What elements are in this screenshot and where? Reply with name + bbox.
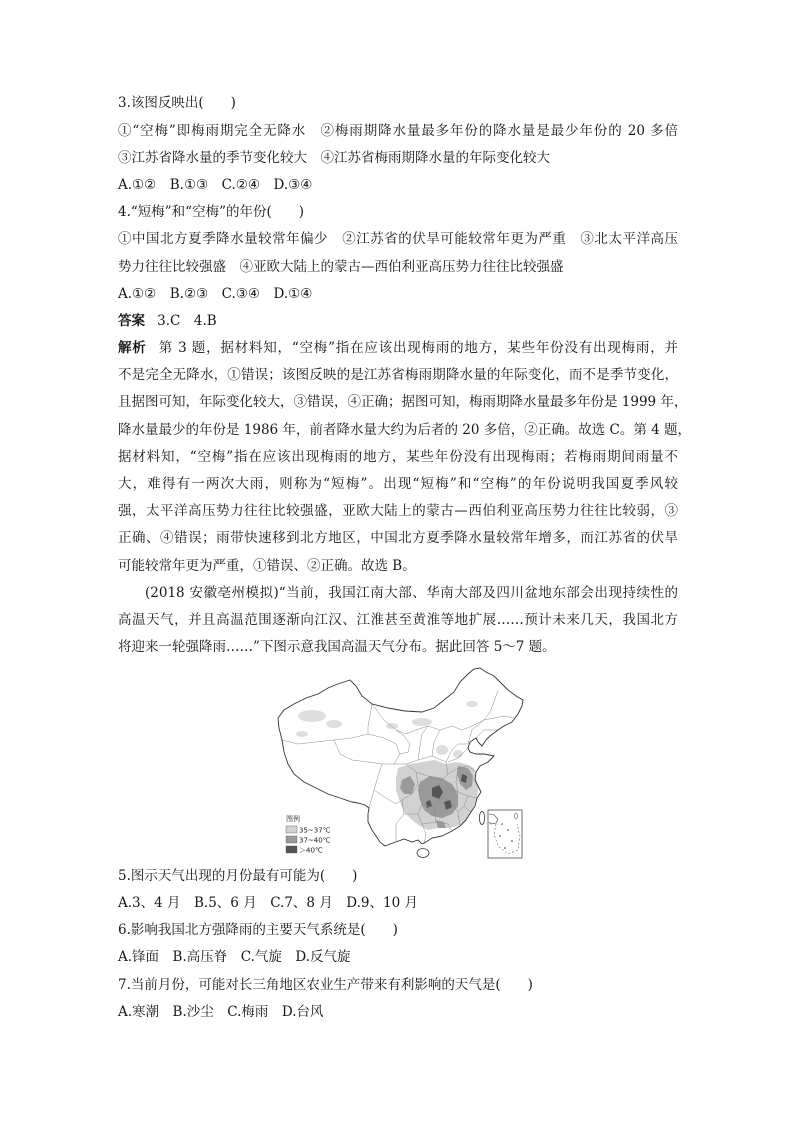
question-6-stem: 6.影响我国北方强降雨的主要天气系统是( )	[118, 922, 398, 939]
analysis-line: 降水量最少的年份是 1986 年，前者降水量大约为后者的 20 多倍，②正确。故选 C。第 4 题，	[118, 421, 691, 438]
inset-island	[501, 823, 503, 825]
analysis-text: 第 3 题，据材料知，“空梅”指在应该出现梅雨的地方，某些年份没有出现梅雨，并	[158, 340, 678, 357]
shading-patch	[436, 745, 448, 755]
analysis-line: 可能较常年更为严重，①错误、②正确。故选 B。	[118, 557, 416, 574]
map-figure	[118, 661, 678, 863]
question-7-choices: A.寒潮 B.沙尘 C.梅雨 D.台风	[118, 1003, 324, 1020]
inset-island	[515, 813, 518, 819]
question-4-choices: A.①② B.②③ C.③④ D.①④	[118, 285, 313, 302]
analysis-line: 正确、④错误；雨带快速移到北方地区，中国北方夏季降水量较常年增多，而江苏省的伏旱	[118, 530, 678, 547]
page-content	[118, 90, 691, 1026]
answer-text: 3.C 4.B	[157, 312, 217, 329]
legend-title: 图例	[286, 814, 300, 823]
china-high-temperature-map	[272, 664, 528, 862]
inset-island	[511, 840, 513, 842]
legend-label-35-37: 35~37℃	[299, 826, 331, 835]
answer-label: 答案	[118, 312, 145, 329]
inset-island	[499, 835, 501, 837]
legend-swatch-above-40	[286, 846, 297, 853]
material-line: (2018 安徽亳州模拟)“当前，我国江南大部、华南大部及四川盆地东部会出现持续性的	[145, 584, 678, 601]
material-line: 高温天气，并且高温范围逐渐向江汉、江淮甚至黄淮等地扩展……预计未来几天，我国北方	[118, 611, 678, 628]
shading-patch	[298, 710, 326, 722]
hainan-island	[417, 848, 429, 857]
analysis-line: 强，太平洋高压势力往往比较强盛，亚欧大陆上的蒙古—西伯利亚高压势力往往比较弱，③	[118, 503, 678, 520]
question-3-choices: A.①② B.①③ C.②④ D.③④	[118, 176, 313, 193]
taiwan-island	[479, 811, 484, 824]
shading-patch	[466, 701, 478, 707]
analysis-line: 据材料知，“空梅”指在应该出现梅雨的地方，某些年份没有出现梅雨；若梅雨期间雨量不	[118, 448, 678, 465]
answer-line	[118, 308, 678, 335]
question-5-choices: A.3、4 月 B.5、6 月 C.7、8 月 D.9、10 月	[118, 895, 418, 912]
analysis-line: 且据图可知，年际变化较大，③错误，④正确；据图可知，梅雨期降水量最多年份是 1999 年，	[118, 394, 688, 411]
south-china-sea-inset	[488, 810, 522, 858]
question-4-option-line: ①中国北方夏季降水量较常年偏少 ②江苏省的伏旱可能较常年更为严重 ③北太平洋高压	[118, 231, 678, 248]
analysis-line	[118, 335, 678, 362]
legend-swatch-37-40	[286, 836, 297, 843]
shading-patch	[386, 723, 398, 729]
question-6-choices: A.锋面 B.高压脊 C.气旋 D.反气旋	[118, 949, 351, 966]
question-3-option-line: ③江苏省降水量的季节变化较大 ④江苏省梅雨期降水量的年际变化较大	[118, 149, 550, 166]
inset-island	[507, 829, 509, 831]
legend-label-above-40: ＞40℃	[299, 846, 323, 855]
question-7-stem: 7.当前月份，可能对长三角地区农业生产带来有利影响的天气是( )	[118, 976, 533, 993]
legend-swatch-35-37	[286, 826, 297, 833]
inset-island	[504, 847, 506, 849]
material-line: 将迎来一轮强降雨……”下图示意我国高温天气分布。据此回答 5～7 题。	[118, 639, 556, 656]
question-4-stem: 4.“短梅”和“空梅”的年份( )	[118, 204, 305, 221]
legend-label-37-40: 37~40℃	[299, 836, 331, 845]
shading-patch	[412, 718, 432, 726]
question-3-option-line: ①“空梅”即梅雨期完全无降水 ②梅雨期降水量最多年份的降水量是最少年份的 20 多倍	[118, 122, 678, 139]
question-5-stem: 5.图示天气出现的月份最有可能为( )	[118, 867, 358, 884]
question-4-option-line: 势力往往比较强盛 ④亚欧大陆上的蒙古—西伯利亚高压势力往往比较强盛	[118, 258, 564, 275]
analysis-label: 解析	[118, 340, 147, 357]
shading-patch	[326, 720, 342, 728]
shading-patch	[296, 731, 308, 737]
analysis-line: 不是完全无降水，①错误；该图反映的是江苏省梅雨期降水量的年际变化，而不是季节变化，	[118, 367, 678, 384]
question-3-stem: 3.该图反映出( )	[118, 95, 236, 112]
map-legend	[284, 812, 342, 858]
analysis-line: 大，难得有一两次大雨，则称为“短梅”。出现“短梅”和“空梅”的年份说明我国夏季风较	[118, 476, 678, 493]
shading-patch	[453, 750, 463, 758]
